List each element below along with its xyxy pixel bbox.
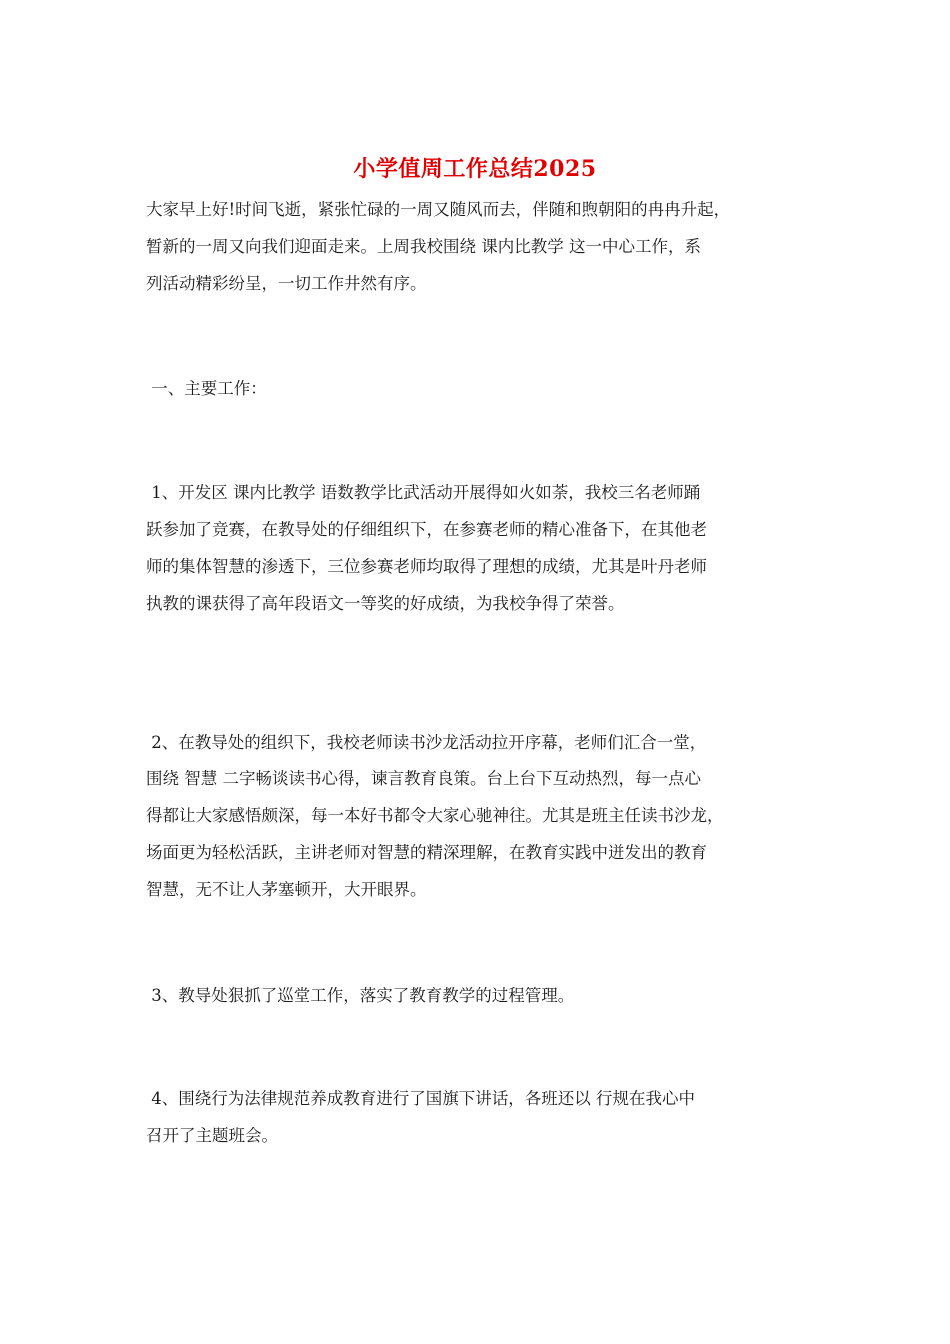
- intro-line: 暂新的一周又向我们迎面走来。上周我校围绕 课内比教学 这一中心工作，系: [146, 237, 701, 256]
- item4-line: 4、围绕行为法律规范养成教育进行了国旗下讲话，各班还以 行规在我心中: [146, 1089, 695, 1108]
- item1-line: 执教的课获得了高年段语文一等奖的好成绩，为我校争得了荣誉。: [146, 594, 625, 613]
- item1-line: 1、开发区 课内比教学 语数教学比武活动开展得如火如荼，我校三名老师踊: [146, 483, 701, 502]
- item2-line: 围绕 智慧 二字畅谈读书心得，谏言教育良策。台上台下互动热烈，每一点心: [146, 769, 701, 788]
- item3-line: 3、教导处狠抓了巡堂工作，落实了教育教学的过程管理。: [146, 986, 575, 1005]
- item2-line: 场面更为轻松活跃，主讲老师对智慧的精深理解，在教育实践中迸发出的教育: [146, 843, 707, 862]
- document-title: 小学值周工作总结2025: [353, 156, 597, 182]
- item4-line: 召开了主题班会。: [146, 1126, 278, 1145]
- item2-line: 智慧，无不让人茅塞顿开，大开眼界。: [146, 880, 427, 899]
- intro-line: 列活动精彩纷呈，一切工作井然有序。: [146, 274, 427, 293]
- item2-line: 2、在教导处的组织下，我校老师读书沙龙活动拉开序幕，老师们汇合一堂，: [146, 733, 707, 752]
- item2-line: 得都让大家感悟颇深，每一本好书都令大家心驰神往。尤其是班主任读书沙龙，: [146, 806, 724, 825]
- intro-line: 大家早上好!时间飞逝，紧张忙碌的一周又随风而去，伴随和煦朝阳的冉冉升起，: [146, 200, 731, 219]
- item1-line: 师的集体智慧的渗透下，三位参赛老师均取得了理想的成绩，尤其是叶丹老师: [146, 557, 707, 576]
- item1-line: 跃参加了竞赛，在教导处的仔细组织下，在参赛老师的精心准备下，在其他老: [146, 520, 707, 539]
- section-heading: 一、主要工作：: [146, 379, 267, 398]
